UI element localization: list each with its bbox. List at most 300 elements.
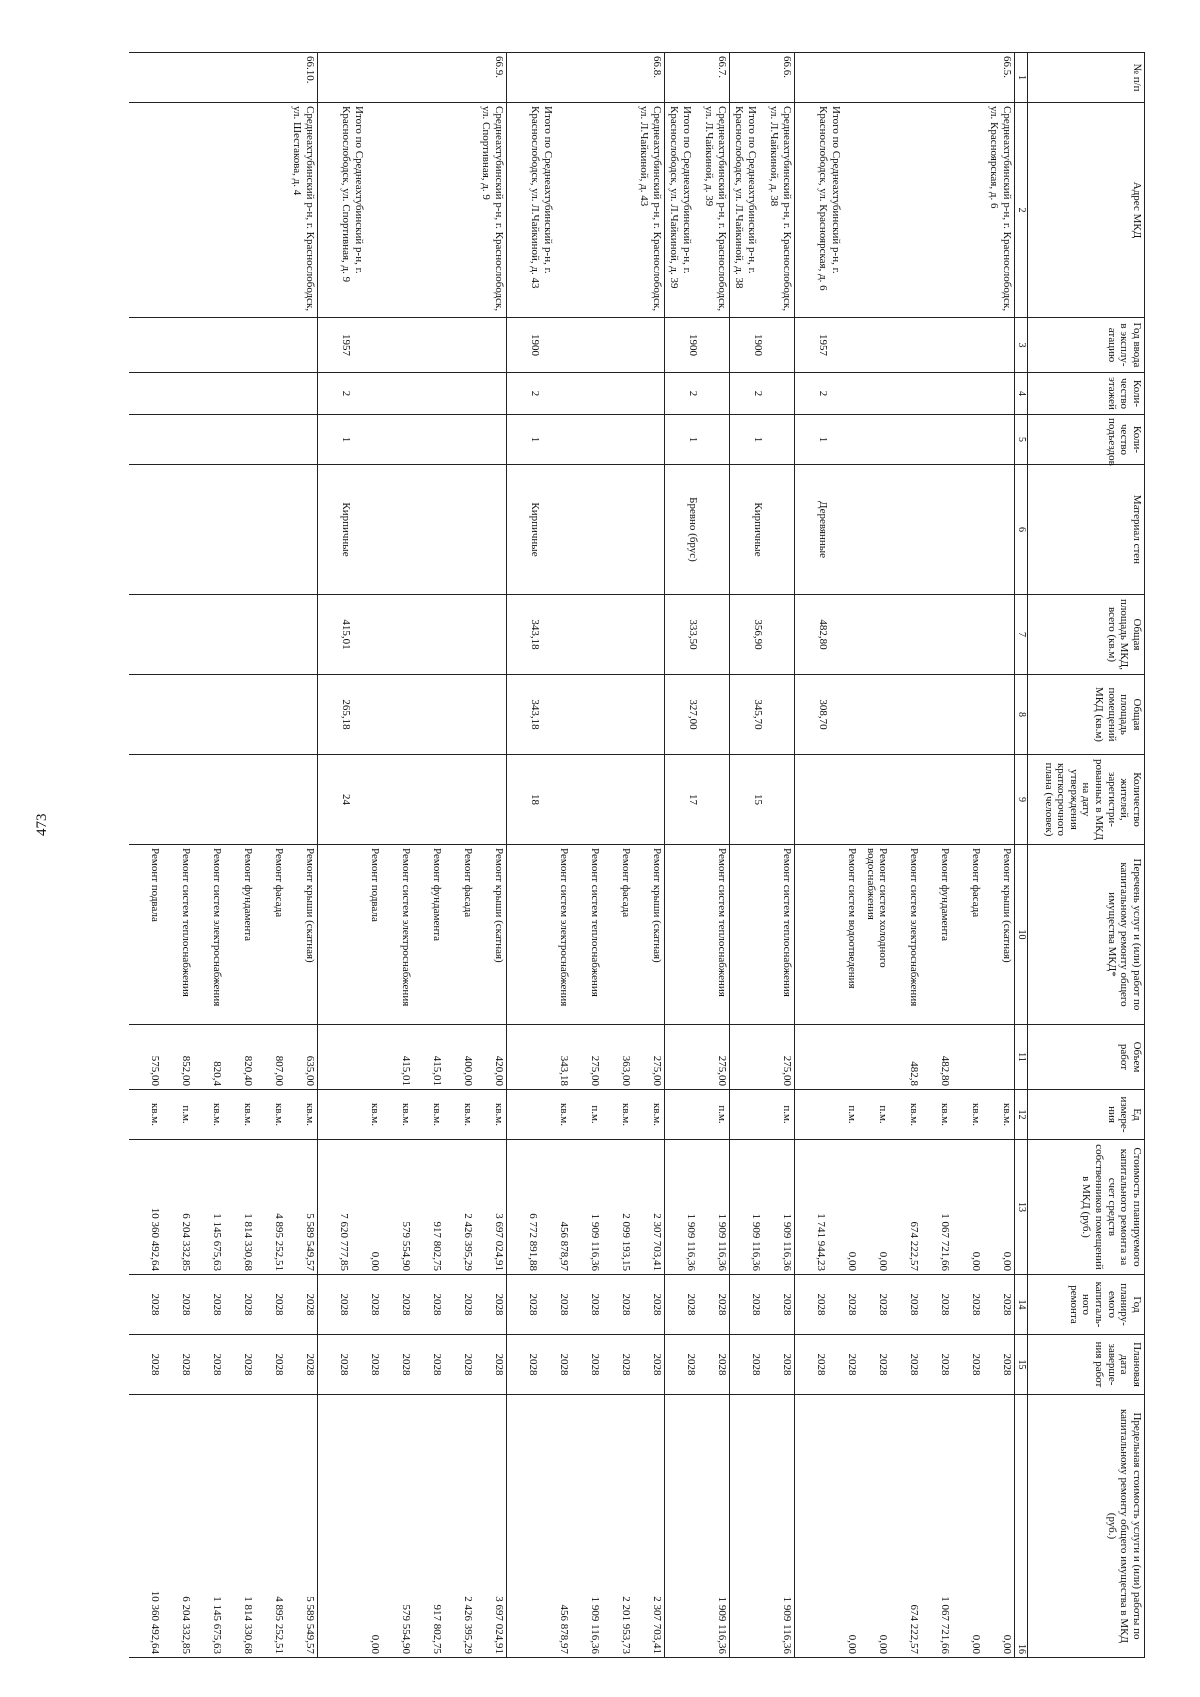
work-cost: 3 697 024,91 [493,1213,505,1271]
work-end: 2028 [369,1353,381,1376]
wall-material-cell [665,465,730,595]
work-end-cell [665,1335,730,1395]
work-unit: п.м. [846,1105,858,1124]
floors-count: 2 [817,390,829,397]
work-year-cell [665,1275,730,1335]
work-limit: 1 067 721,66 [939,1596,951,1654]
work-unit: кв.м. [908,1103,920,1126]
work-name-cell [730,845,795,1025]
entrances-count-cell [507,415,665,465]
address-text: Среднеахтубинский р-н, г. Краснослободск, ул. Л.Чайкиной, д. 38 [768,106,793,312]
entrances-count: 1 [817,436,829,443]
work-limit: 2 201 953,73 [620,1596,632,1654]
work-volume: 275,00 [781,1055,793,1086]
work-year: 2028 [939,1293,951,1316]
work-unit: кв.м. [462,1103,474,1126]
residents-count-cell [318,755,507,845]
work-limit: 10 360 492,64 [149,1590,161,1654]
work-cost-cell [665,1140,730,1275]
work-cost-total: 7 620 777,85 [338,1213,350,1271]
work-cost: 1 814 330,68 [242,1213,254,1271]
entrances-count: 1 [687,436,699,443]
row-number: 66.9. [318,53,507,103]
work-end-cell [730,1335,795,1395]
work-end: 2028 [1001,1353,1013,1376]
work-year: 2028 [558,1293,570,1316]
work-cost: 579 554,90 [400,1221,412,1271]
work-cost: 6 204 332,85 [180,1213,192,1271]
work-limit-cell [730,1395,795,1658]
address-text: Среднеахтубинский р-н, г. Краснослободск, ул. Л.Чайкиной, д. 39 [703,106,728,312]
work-unit: п.м. [781,1105,793,1124]
work-name-total [796,848,827,1022]
rooms-area-cell [129,675,318,755]
work-end: 2028 [493,1353,505,1376]
work-limit: 5 589 549,57 [304,1596,316,1654]
work-year: 2028 [781,1293,793,1316]
total-label: Итого по Среднеахтубинский р-н, г. Краснослободск, ул. Красноярская, д. 6 [817,106,842,291]
total-area-cell [129,595,318,675]
work-volume-cell [318,1025,507,1090]
work-name: Ремонт систем теплоснабжения [180,848,192,997]
house-row [730,53,795,1658]
work-year: 2028 [400,1293,412,1316]
work-cost: 0,00 [1001,1251,1013,1271]
work-end-cell [129,1335,318,1395]
wall-material: Бревно (брус) [687,497,699,562]
work-name: Ремонт крыши (скатная) [651,848,663,963]
total-area: 356,90 [752,619,764,650]
rooms-area: 265,18 [340,699,352,730]
header-row [1028,53,1145,1658]
column-header: Общая площадь помещений МКД (кв.м) [1028,675,1145,755]
work-unit: кв.м. [493,1103,505,1126]
work-end-cell [795,1335,1015,1395]
work-limit-total [319,1398,350,1654]
work-volume: 415,01 [431,1055,443,1086]
work-cost: 2 307 703,41 [651,1213,663,1271]
work-limit-total [508,1398,539,1654]
floors-count-cell [507,373,665,415]
work-end: 2028 [716,1353,728,1376]
work-unit: кв.м. [939,1103,951,1126]
residents-count-cell [507,755,665,845]
work-cost-total: 1 909 116,36 [750,1213,762,1271]
residents-count: 24 [340,794,352,805]
residents-count-cell [795,755,1015,845]
floors-count: 2 [340,390,352,397]
work-cost-cell [129,1140,318,1275]
work-cost: 2 099 193,15 [620,1213,632,1271]
work-name: Ремонт систем теплоснабжения [589,848,601,997]
rooms-area-cell [795,675,1015,755]
floors-count: 2 [687,390,699,397]
total-area: 333,50 [687,619,699,650]
work-limit: 917 802,75 [431,1604,443,1654]
total-label: Итого по Среднеахтубинский р-н, г. Краснослободск, ул. Спортивная, д. 9 [340,106,365,283]
year-built: 1957 [340,334,352,356]
address-cell [665,103,730,318]
floors-count: 2 [752,390,764,397]
column-number: 15 [1015,1335,1028,1395]
work-unit-cell [665,1090,730,1140]
work-volume-total [666,1028,697,1086]
work-end: 2028 [877,1353,889,1376]
work-volume-total [731,1028,762,1086]
work-name: Ремонт фундамента [431,848,443,942]
work-unit-cell [129,1090,318,1140]
column-number: 4 [1015,373,1028,415]
work-cost-total: 1 909 116,36 [685,1213,697,1271]
work-year: 2028 [1001,1293,1013,1316]
work-limit: 4 895 252,51 [273,1596,285,1654]
work-cost-total: 6 772 891,88 [527,1213,539,1271]
work-limit: 1 909 116,36 [781,1596,793,1654]
total-area: 415,01 [340,619,352,650]
work-name: Ремонт систем электроснабжения [908,848,920,1007]
work-name: Ремонт систем теплоснабжения [781,848,793,997]
address-cell [795,103,1015,318]
work-cost: 674 222,57 [908,1221,920,1271]
row-number: 66.7. [665,53,730,103]
work-volume-total [796,1028,827,1086]
work-name: Ремонт фасада [462,848,474,918]
work-name: Ремонт фундамента [242,848,254,942]
work-end-cell [507,1335,665,1395]
work-volume-cell [129,1025,318,1090]
work-limit-cell [318,1395,507,1658]
work-year-total: 2028 [750,1293,762,1316]
capital-repair-table [129,52,1145,1658]
row-number: 66.10. [129,53,318,103]
address-cell [318,103,507,318]
work-unit: кв.м. [400,1103,412,1126]
work-limit-cell [507,1395,665,1658]
work-volume: 275,00 [589,1055,601,1086]
work-name: Ремонт фасада [970,848,982,918]
work-name-cell [129,845,318,1025]
year-built-cell [665,318,730,373]
entrances-count: 1 [340,436,352,443]
work-year-total: 2028 [338,1293,350,1316]
work-year: 2028 [431,1293,443,1316]
work-name-cell [507,845,665,1025]
column-number: 7 [1015,595,1028,675]
work-end: 2028 [211,1353,223,1376]
work-limit-total [731,1398,762,1654]
column-header: Год ввода в эксплу-атацию [1028,318,1145,373]
work-year: 2028 [242,1293,254,1316]
work-name: Ремонт систем водоотведения [846,848,858,989]
work-volume-cell [730,1025,795,1090]
column-number: 5 [1015,415,1028,465]
house-row [318,53,507,1658]
work-cost-cell [507,1140,665,1275]
work-name: Ремонт систем электроснабжения [211,848,223,1007]
rooms-area-cell [318,675,507,755]
work-year-cell [129,1275,318,1335]
work-unit: кв.м. [651,1103,663,1126]
work-year: 2028 [211,1293,223,1316]
work-year: 2028 [651,1293,663,1316]
column-number: 13 [1015,1140,1028,1275]
year-built: 1900 [687,334,699,356]
work-name: Ремонт подвала [369,848,381,922]
year-built-cell [129,318,318,373]
work-limit: 6 204 332,85 [180,1596,192,1654]
house-row [507,53,665,1658]
work-volume: 482,8 [908,1061,920,1086]
work-name-cell [795,845,1015,1025]
rooms-area: 327,00 [687,699,699,730]
work-cost-total: 1 741 944,23 [815,1213,827,1271]
work-year: 2028 [180,1293,192,1316]
column-number: 8 [1015,675,1028,755]
work-end: 2028 [846,1353,858,1376]
work-unit: кв.м. [304,1103,316,1126]
year-built-cell [730,318,795,373]
work-end: 2028 [431,1353,443,1376]
work-name: Ремонт фасада [620,848,632,918]
house-row [129,53,318,1658]
rooms-area-cell [730,675,795,755]
wall-material-cell [318,465,507,595]
residents-count: 17 [687,794,699,805]
work-name-total [319,848,350,1022]
work-name: Ремонт систем электроснабжения [400,848,412,1007]
rooms-area: 308,70 [817,699,829,730]
residents-count-cell [129,755,318,845]
work-cost: 1 909 116,36 [716,1213,728,1271]
work-limit: 0,00 [877,1634,889,1654]
wall-material: Кирпичные [340,502,352,557]
rotated-table-wrapper [55,52,1145,1657]
work-end: 2028 [242,1353,254,1376]
work-cost: 10 360 492,64 [149,1207,161,1271]
work-name-total [508,848,539,1022]
work-unit: кв.м. [620,1103,632,1126]
column-header: Ед измере-ния [1028,1090,1145,1140]
work-volume: 415,01 [400,1055,412,1086]
column-header: Плановая дата заверше-ния работ [1028,1335,1145,1395]
work-cost-cell [730,1140,795,1275]
work-year-cell [795,1275,1015,1335]
year-built: 1957 [817,334,829,356]
work-volume-cell [507,1025,665,1090]
work-cost: 4 895 252,51 [273,1213,285,1271]
address-cell [507,103,665,318]
work-end: 2028 [970,1353,982,1376]
work-limit: 1 909 116,36 [589,1596,601,1654]
work-cost: 917 802,75 [431,1221,443,1271]
work-name-cell [665,845,730,1025]
year-built: 1900 [752,334,764,356]
work-year: 2028 [462,1293,474,1316]
work-year-cell [507,1275,665,1335]
work-unit: п.м. [180,1105,192,1124]
floors-count-cell [665,373,730,415]
work-end: 2028 [180,1353,192,1376]
work-name: Ремонт крыши (скатная) [304,848,316,963]
total-area: 482,80 [817,619,829,650]
column-header: Стоимость планируемого капитального ремонта за счет средств собственников помещений в МКД (руб.) [1028,1140,1145,1275]
work-year-total: 2028 [527,1293,539,1316]
work-limit: 2 307 703,41 [651,1596,663,1654]
address-text: Среднеахтубинский р-н, г. Краснослободск, ул. Шестакова, д. 4 [291,106,316,312]
work-end: 2028 [620,1353,632,1376]
floors-count-cell [318,373,507,415]
column-header: Объем работ [1028,1025,1145,1090]
work-limit: 1 145 675,63 [211,1596,223,1654]
work-limit: 1 909 116,36 [716,1596,728,1654]
column-header: Материал стен [1028,465,1145,595]
row-number: 66.8. [507,53,665,103]
work-end: 2028 [908,1353,920,1376]
column-number: 6 [1015,465,1028,595]
work-unit-total [796,1093,827,1136]
work-cost: 1 909 116,36 [589,1213,601,1271]
work-volume [827,1028,858,1086]
work-year: 2028 [877,1293,889,1316]
work-end: 2028 [939,1353,951,1376]
work-end: 2028 [462,1353,474,1376]
work-unit: кв.м. [431,1103,443,1126]
work-year-cell [318,1275,507,1335]
work-volume [982,1028,1013,1086]
work-unit-cell [507,1090,665,1140]
work-unit-total [508,1093,539,1136]
work-end: 2028 [558,1353,570,1376]
work-end: 2028 [149,1353,161,1376]
work-unit: кв.м. [369,1103,381,1126]
work-name: Ремонт фасада [273,848,285,918]
residents-count: 18 [529,794,541,805]
wall-material-cell [730,465,795,595]
work-year: 2028 [369,1293,381,1316]
floors-count-cell [129,373,318,415]
column-header: Общая площадь МКД, всего (кв.м) [1028,595,1145,675]
column-header: Адрес МКД [1028,103,1145,318]
work-year-total: 2028 [685,1293,697,1316]
work-name-cell [318,845,507,1025]
wall-material-cell [129,465,318,595]
work-limit: 1 814 330,68 [242,1596,254,1654]
work-end: 2028 [400,1353,412,1376]
work-unit-total [319,1093,350,1136]
work-volume [858,1028,889,1086]
work-end-total: 2028 [527,1353,539,1376]
work-unit-cell [730,1090,795,1140]
work-name: Ремонт крыши (скатная) [1001,848,1013,963]
column-header: № п/п [1028,53,1145,103]
column-header: Коли-чество этажей [1028,373,1145,415]
work-volume: 343,18 [558,1055,570,1086]
work-unit-total [666,1093,697,1136]
entrances-count: 1 [752,436,764,443]
total-label: Итого по Среднеахтубинский р-н, г. Краснослободск, ул. Л.Чайкиной, д. 39 [668,106,693,289]
work-cost: 5 589 549,57 [304,1213,316,1271]
work-limit: 0,00 [369,1634,381,1654]
work-limit-cell [129,1395,318,1658]
work-volume: 400,00 [462,1055,474,1086]
work-unit: п.м. [716,1105,728,1124]
house-row [795,53,1015,1658]
address-cell [129,103,318,318]
column-header: Количество жителей, зарегистри-рованных в МКД на дату утверждения краткосрочного плана (человек) [1028,755,1145,845]
work-cost: 1 067 721,66 [939,1213,951,1271]
row-number: 66.5. [795,53,1015,103]
work-volume [350,1028,381,1086]
address-text: Среднеахтубинский р-н, г. Краснослободск, ул. Спортивная, д. 9 [480,106,505,312]
work-name: Ремонт подвала [149,848,161,922]
total-label: Итого по Среднеахтубинский р-н, г. Краснослободск, ул. Л.Чайкиной, д. 38 [733,106,758,289]
work-volume: 363,00 [620,1055,632,1086]
work-volume-total [508,1028,539,1086]
work-limit: 2 426 395,29 [462,1596,474,1654]
rooms-area: 343,18 [529,699,541,730]
work-unit: п.м. [877,1105,889,1124]
wall-material: Кирпичные [752,502,764,557]
year-built-cell [507,318,665,373]
work-year: 2028 [970,1293,982,1316]
work-end: 2028 [651,1353,663,1376]
work-cost: 0,00 [877,1251,889,1271]
entrances-count-cell [129,415,318,465]
wall-material-cell [507,465,665,595]
column-number-row [1015,53,1028,1658]
work-year: 2028 [149,1293,161,1316]
work-limit-total [666,1398,697,1654]
residents-count: 15 [752,794,764,805]
rooms-area: 345,70 [752,699,764,730]
work-volume: 820,40 [242,1055,254,1086]
work-unit: кв.м. [273,1103,285,1126]
work-end-total: 2028 [685,1353,697,1376]
work-end: 2028 [273,1353,285,1376]
work-year: 2028 [620,1293,632,1316]
work-year: 2028 [908,1293,920,1316]
work-volume: 482,80 [939,1055,951,1086]
work-year: 2028 [273,1293,285,1316]
work-unit-cell [795,1090,1015,1140]
work-name: Ремонт систем холодного водоснабжения [864,848,889,968]
work-limit-cell [795,1395,1015,1658]
work-cost: 0,00 [846,1251,858,1271]
column-header: Коли-чество подъездов [1028,415,1145,465]
work-name-total [731,848,762,1022]
work-unit: кв.м. [1001,1103,1013,1126]
work-year: 2028 [493,1293,505,1316]
work-cost-cell [795,1140,1015,1275]
work-unit: п.м. [589,1105,601,1124]
work-volume-total [319,1028,350,1086]
work-volume: 807,00 [273,1055,285,1086]
work-end-total: 2028 [815,1353,827,1376]
work-name-total [666,848,697,1022]
work-unit-cell [318,1090,507,1140]
work-limit-cell [665,1395,730,1658]
total-area-cell [795,595,1015,675]
work-volume: 275,00 [651,1055,663,1086]
work-limit: 0,00 [846,1634,858,1654]
column-header: Перечень услуг и (или) работ по капитальному ремонту общего имущества МКД* [1028,845,1145,1025]
entrances-count: 1 [529,436,541,443]
work-volume: 275,00 [716,1055,728,1086]
work-end-total: 2028 [750,1353,762,1376]
residents-count-cell [665,755,730,845]
work-end: 2028 [589,1353,601,1376]
wall-material-cell [795,465,1015,595]
